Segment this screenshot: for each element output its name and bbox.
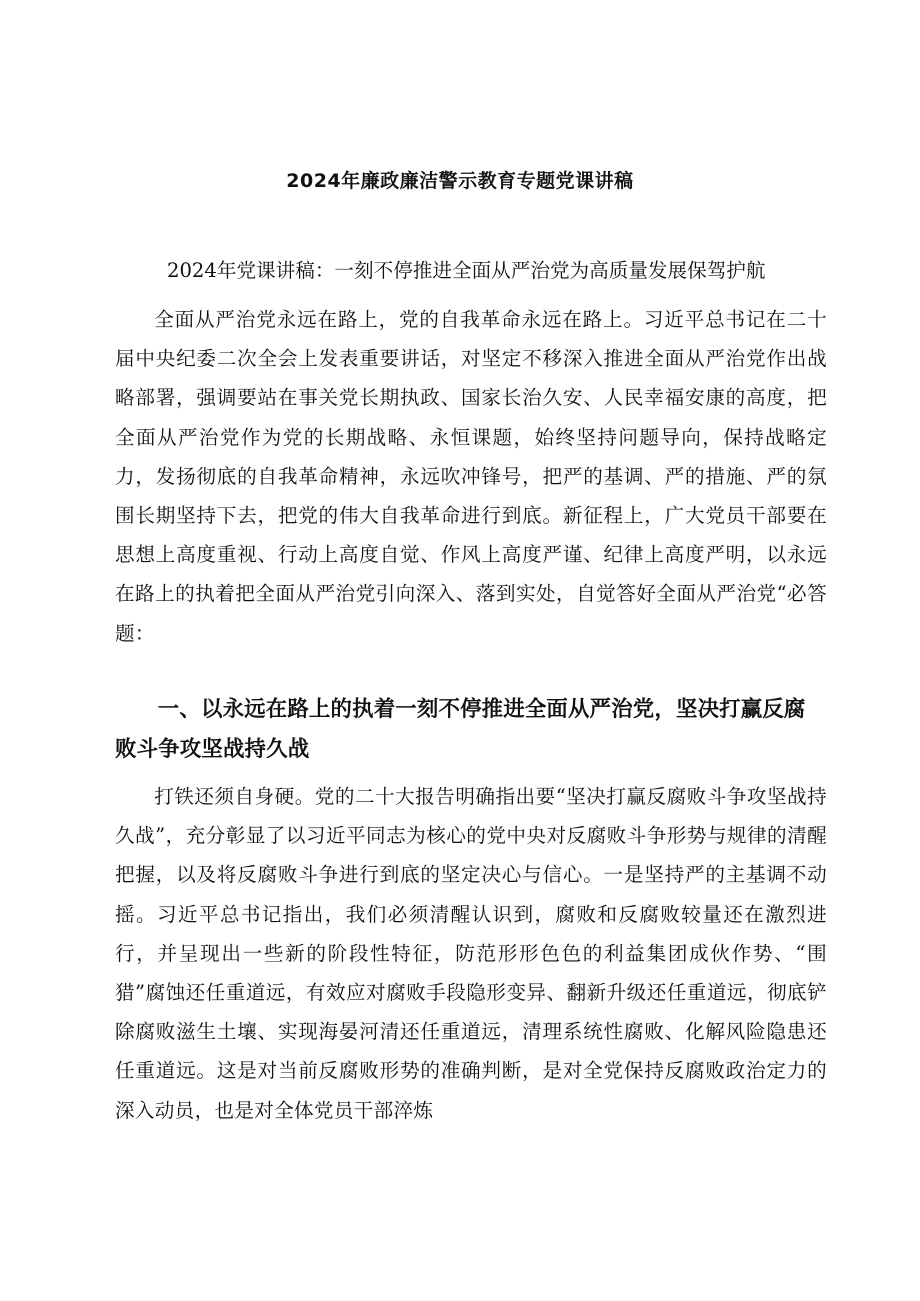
- document-subtitle: 2024年党课讲稿：一刻不停推进全面从严治党为高质量发展保驾护航: [167, 259, 766, 282]
- body-paragraph: 全面从严治党永远在路上，党的自我革命永远在路上。习近平总书记在二十届中央纪委二次全会上发表重要讲话，对坚定不移深入推进全面从严治党作出战略部署，强调要站在事关党长期执政、国家长治久安、人民幸福安康的高度，把全面从严治党作为党的长期战略、永恒课题，始终坚持问题导向，保持战略定力，发扬彻底的自我革命精神，永远吹冲锋号，把严的基调、严的措施、严的氛围长期坚持下去，把党的伟大自我革命进行到底。新征程上，广大党员干部要在思想上高度重视、行动上高度自觉、作风上高度严谨、纪律上高度严明，以永远在路上的执着把全面从严治党引向深入、落到实处，自觉答好全面从严治党“必答题：: [115, 308, 827, 645]
- section-heading: 一、以永远在路上的执着一刻不停推进全面从严治党，坚决打赢反腐败斗争攻坚战持久战: [115, 697, 806, 762]
- body-paragraph: 打铁还须自身硬。党的二十大报告明确指出要“坚决打赢反腐败斗争攻坚战持久战”，充分彰显了以习近平同志为核心的党中央对反腐败斗争形势与规律的清醒把握，以及将反腐败斗争进行到底的坚定决心与信心。一是坚持严的主基调不动摇。习近平总书记指出，我们必须清醒认识到，腐败和反腐败较量还在激烈进行，并呈现出一些新的阶段性特征，防范形形色色的利益集团成伙作势、“围猎”腐蚀还任重道远，有效应对腐败手段隐形变异、翻新升级还任重道远，彻底铲除腐败滋生土壤、实现海晏河清还任重道远，清理系统性腐败、化解风险隐患还任重道远。这是对当前反腐败形势的准确判断，是对全党保持反腐败政治定力的深入动员，也是对全体党员干部淬炼: [115, 785, 827, 1122]
- document-title: 2024年廉政廉洁警示教育专题党课讲稿: [286, 170, 634, 192]
